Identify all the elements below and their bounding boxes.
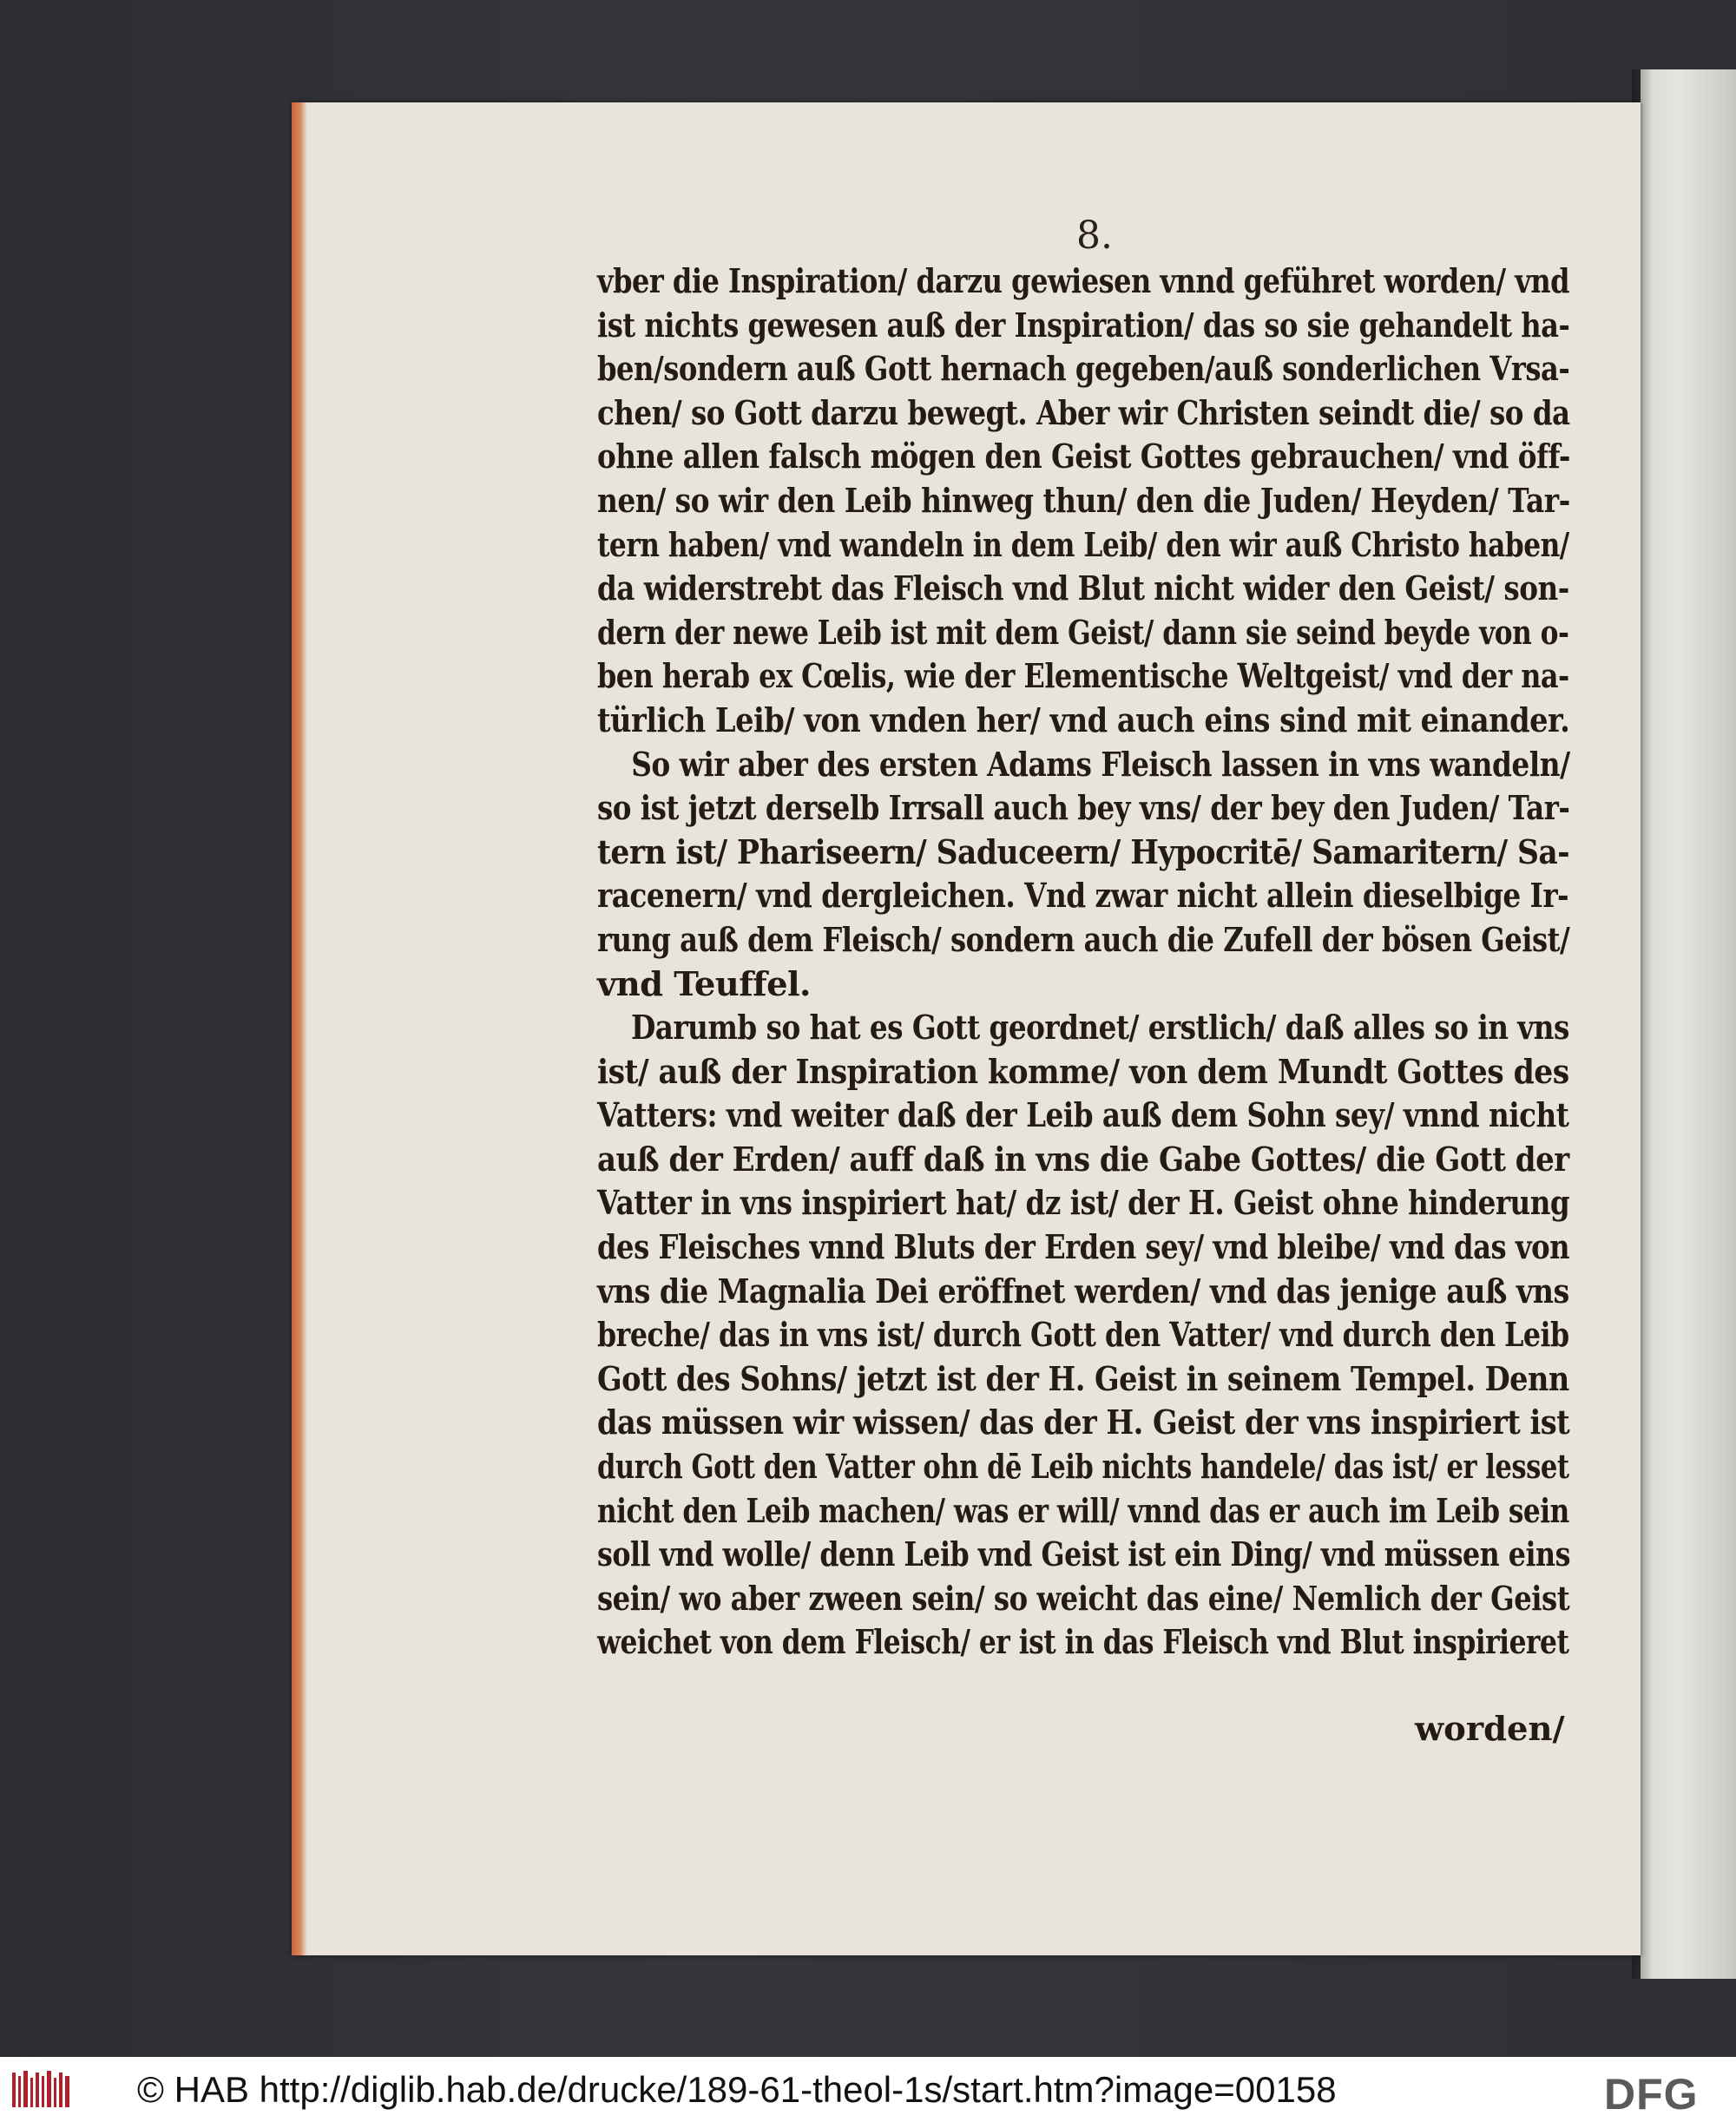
text-line: ist nichts gewesen auß der Inspiration/ das so sie gehandelt ha- [597,305,1570,345]
text-line: vber die Inspiration/ darzu gewiesen vnnd geführet worden/ vnd [597,262,1570,301]
text-line: da widerstrebt das Fleisch vnd Blut nicht wider den Geist/ son- [597,569,1569,609]
text-line: Vatters: vnd weiter daß der Leib auß dem Sohn sey/ vnnd nicht [597,1096,1569,1136]
text-line: tern ist/ Phariseern/ Saduceern/ Hypocritē/ Samaritern/ Sa- [597,832,1570,872]
text-line: breche/ das in vns ist/ durch Gott den Vatter/ vnd durch den Leib [597,1316,1569,1356]
page-number: 8. [1076,214,1113,258]
text-line: Gott des Sohns/ jetzt ist der H. Geist in seinem Tempel. Denn [597,1359,1569,1399]
text-line: soll vnd wolle/ denn Leib vnd Geist ist ein Ding/ vnd müssen eins [597,1535,1571,1575]
text-line: ohne allen falsch mögen den Geist Gottes gebrauchen/ vnd öff- [597,437,1570,477]
body-text [597,260,1736,1665]
text-line: nen/ so wir den Leib hinweg thun/ den die Juden/ Heyden/ Tar- [597,481,1570,521]
text-line: tern haben/ vnd wandeln in dem Leib/ den wir auß Christo haben/ [597,525,1569,565]
text-line: so ist jetzt derselb Irrsall auch bey vns/ der bey den Juden/ Tar- [597,789,1570,829]
text-line: ist/ auß der Inspiration komme/ von dem Mundt Gottes des [597,1052,1569,1092]
text-line: Darumb so hat es Gott geordnet/ erstlich/ daß alles so in vns [631,1008,1569,1048]
text-line: das müssen wir wissen/ das der H. Geist der vns inspiriert ist [597,1403,1570,1443]
copyright-url: © HAB http://diglib.hab.de/drucke/189-61-theol-1s/start.htm?image=00158 [137,2069,1337,2110]
text-line: auß der Erden/ auff daß in vns die Gabe Gottes/ die Gott der [597,1140,1569,1179]
text-line: rung auß dem Fleisch/ sondern auch die Zufell der bösen Geist/ [597,920,1570,960]
page-edge-red [292,102,307,1955]
text-line: ben/sondern auß Gott hernach gegeben/auß sonderlichen Vrsa- [597,350,1570,390]
hab-barcode-icon [10,2067,73,2112]
text-line: So wir aber des ersten Adams Fleisch lassen in vns wandeln/ [631,745,1570,785]
text-line: türlich Leib/ von vnden her/ vnd auch eins sind mit einander. [597,700,1570,740]
text-line: dern der newe Leib ist mit dem Geist/ dann sie seind beyde von o- [597,613,1569,653]
text-line: sein/ wo aber zween sein/ so weicht das eine/ Nemlich der Geist [597,1579,1570,1619]
text-line: racenern/ vnd dergleichen. Vnd zwar nicht allein dieselbige Ir- [597,877,1569,916]
text-line: des Fleisches vnnd Bluts der Erden sey/ vnd bleibe/ vnd das von [597,1228,1570,1268]
text-line: vnd Teuffel. [597,964,811,1004]
catchword: worden/ [1415,1710,1565,1749]
dfg-logo: DFG [1604,2070,1699,2119]
book-page [292,102,1641,1955]
text-line: chen/ so Gott darzu bewegt. Aber wir Christen seindt die/ so da [597,393,1570,433]
text-line: durch Gott den Vatter ohn dē Leib nichts handele/ das ist/ er lesset [597,1448,1569,1488]
text-line: vns die Magnalia Dei eröffnet werden/ vnd das jenige auß vns [597,1271,1569,1311]
text-line: weichet von dem Fleisch/ er ist in das Fleisch vnd Blut inspirieret [597,1623,1569,1663]
text-line: Vatter in vns inspiriert hat/ dz ist/ der H. Geist ohne hinderung [597,1184,1570,1224]
text-line: nicht den Leib machen/ was er will/ vnnd das er auch im Leib sein [597,1491,1569,1531]
text-line: ben herab ex Cœlis, wie der Elementische Weltgeist/ vnd der na- [597,657,1569,697]
